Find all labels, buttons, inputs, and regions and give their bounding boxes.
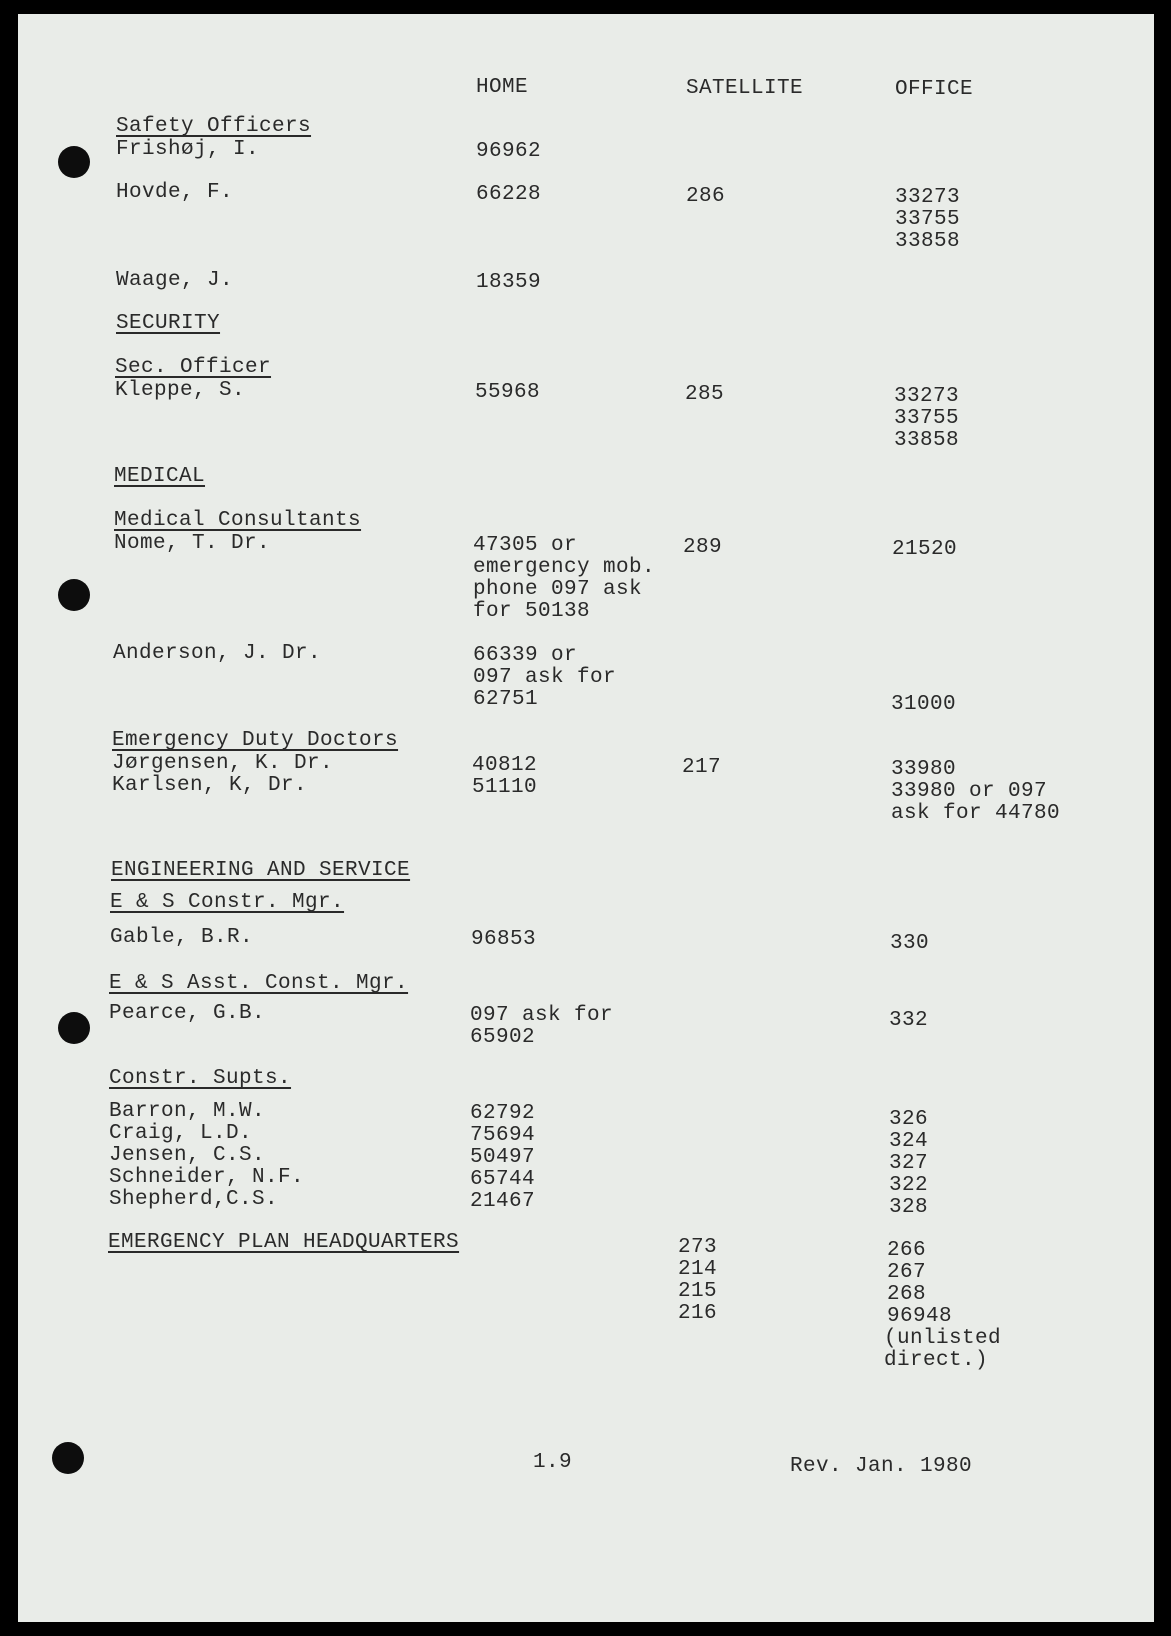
subheading-medical-consultants: Medical Consultants (114, 509, 362, 532)
section-heading-safety: Safety Officers (116, 115, 312, 138)
entry-home: 097 ask for (473, 666, 617, 689)
punch-hole (58, 146, 90, 178)
column-header-office: OFFICE (895, 78, 974, 101)
entry-home: 18359 (476, 271, 542, 294)
subheading-sec-officer: Sec. Officer (115, 356, 272, 379)
entry-office: 33858 (895, 230, 961, 253)
entry-name: Shepherd,C.S. (109, 1188, 279, 1211)
section-heading-engineering: ENGINEERING AND SERVICE (111, 859, 411, 882)
entry-home: 62751 (473, 688, 539, 711)
entry-home: 96853 (471, 928, 537, 951)
entry-home: 65902 (470, 1026, 536, 1049)
entry-office: 268 (887, 1283, 927, 1306)
revision-date: Rev. Jan. 1980 (790, 1455, 973, 1478)
entry-satellite: 214 (678, 1258, 718, 1281)
entry-office: 33755 (895, 208, 961, 231)
entry-office: 328 (889, 1196, 929, 1219)
section-heading-emergency-plan-hq: EMERGENCY PLAN HEADQUARTERS (108, 1231, 460, 1254)
entry-office: 33858 (894, 429, 960, 452)
subheading-emergency-duty-doctors: Emergency Duty Doctors (112, 729, 399, 752)
entry-home: 40812 (472, 754, 538, 777)
entry-satellite: 215 (678, 1280, 718, 1303)
entry-home: 50497 (470, 1146, 536, 1169)
entry-office: 96948 (887, 1305, 953, 1328)
entry-office: 327 (889, 1152, 929, 1175)
entry-name: Schneider, N.F. (109, 1166, 305, 1189)
entry-name: Craig, L.D. (109, 1122, 253, 1145)
entry-name: Anderson, J. Dr. (113, 642, 322, 665)
section-heading-medical: MEDICAL (114, 465, 206, 488)
page-number: 1.9 (533, 1451, 573, 1474)
entry-home: for 50138 (473, 600, 591, 623)
entry-home: 66339 or (473, 644, 578, 667)
entry-name: Barron, M.W. (109, 1100, 266, 1123)
entry-office: 322 (889, 1174, 929, 1197)
entry-office: 267 (887, 1261, 927, 1284)
subheading-es-constr-mgr: E & S Constr. Mgr. (110, 891, 345, 914)
entry-home: emergency mob. (473, 556, 656, 579)
entry-home: phone 097 ask (473, 578, 643, 601)
entry-office: 33273 (894, 385, 960, 408)
entry-office: 33755 (894, 407, 960, 430)
punch-hole (58, 1012, 90, 1044)
column-header-satellite: SATELLITE (686, 77, 804, 100)
entry-office: 33273 (895, 186, 961, 209)
entry-satellite: 285 (685, 383, 725, 406)
entry-home: 097 ask for (470, 1004, 614, 1027)
column-header-home: HOME (476, 76, 529, 99)
entry-office: 21520 (892, 538, 958, 561)
punch-hole (58, 579, 90, 611)
entry-name: Hovde, F. (116, 181, 234, 204)
entry-office: ask for 44780 (891, 802, 1061, 825)
entry-office: 332 (889, 1009, 929, 1032)
entry-home: 47305 or (473, 534, 578, 557)
entry-office: 33980 (891, 758, 957, 781)
entry-office: (unlisted (884, 1327, 1002, 1350)
entry-name: Jørgensen, K. Dr. (112, 752, 334, 775)
entry-name: Frishøj, I. (116, 138, 260, 161)
entry-name: Pearce, G.B. (109, 1002, 266, 1025)
entry-home: 75694 (470, 1124, 536, 1147)
entry-name: Jensen, C.S. (109, 1144, 266, 1167)
entry-name: Nome, T. Dr. (114, 532, 271, 555)
entry-home: 66228 (476, 183, 542, 206)
document-page (18, 14, 1154, 1622)
entry-office: 330 (890, 932, 930, 955)
entry-name: Kleppe, S. (115, 379, 246, 402)
entry-name: Gable, B.R. (110, 926, 254, 949)
section-heading-security: SECURITY (116, 312, 221, 335)
entry-home: 21467 (470, 1190, 536, 1213)
entry-office: 33980 or 097 (891, 780, 1048, 803)
entry-office: 266 (887, 1239, 927, 1262)
entry-home: 65744 (470, 1168, 536, 1191)
entry-office: 326 (889, 1108, 929, 1131)
entry-office: direct.) (884, 1349, 989, 1372)
subheading-es-asst-const-mgr: E & S Asst. Const. Mgr. (109, 972, 409, 995)
entry-satellite: 286 (686, 185, 726, 208)
subheading-constr-supts: Constr. Supts. (109, 1067, 292, 1090)
entry-home: 62792 (470, 1102, 536, 1125)
punch-hole (52, 1442, 84, 1474)
entry-name: Waage, J. (116, 269, 234, 292)
entry-home: 51110 (472, 776, 538, 799)
entry-satellite: 217 (682, 756, 722, 779)
entry-office: 31000 (891, 693, 957, 716)
entry-office: 324 (889, 1130, 929, 1153)
entry-home: 96962 (476, 140, 542, 163)
entry-satellite: 216 (678, 1302, 718, 1325)
entry-name: Karlsen, K, Dr. (112, 774, 308, 797)
entry-satellite: 289 (683, 536, 723, 559)
entry-home: 55968 (475, 381, 541, 404)
entry-satellite: 273 (678, 1236, 718, 1259)
